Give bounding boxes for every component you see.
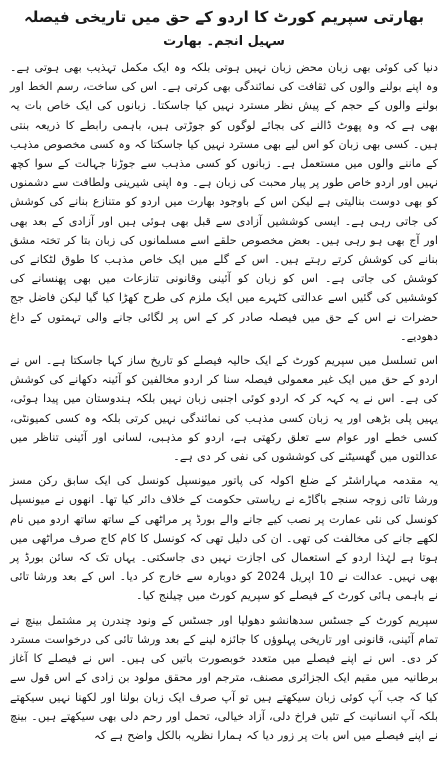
article-title: بھارتی سپریم کورٹ کا اردو کے حق میں تاریخی فیصلہ [23, 8, 425, 26]
article-paragraph-1: دنیا کی کوئی بھی زبان محض زبان نہیں ہوتی بلکہ وہ ایک مکمل تہذیب بھی ہوتی ہے۔ وہ اپنے بولنے والوں کی ثقافت کی نمائندگی بھی کرتی ہے۔ اس کی ساخت، رسم الخط اور بولنے والوں کے حجم کے پیش نظر مسترد نہیں کیا جاسکتا۔ زبانوں کی ایک خاص بات یہ بھی ہے کہ وہ پھوٹ ڈالنے کی بجائے لوگوں کو جوڑتی ہیں، باہمی رابطے کا ذریعہ بنتی ہیں۔ کسی بھی زبان کو اس لیے بھی مسترد نہیں کیا جاسکتا کہ وہ کسی مخصوص مذہب کے ماننے والوں میں مستعمل ہے۔ زبانوں کو کسی مذہب سے جوڑنا جہالت کے سوا کچھ نہیں اور اردو خاص طور پر پیار محبت کی زبان ہے۔ وہ اپنی شیرینی ولطافت سے دشمنوں کو بھی دوست بنالیتی ہے لیکن اس کے باوجود بھارت میں اردو کو متنازع بنانے کی کوشش کی جاتی رہی ہے۔ ایسی کوششیں آزادی سے قبل بھی ہوئی ہیں اور آزادی کے بعد بھی اور آج بھی ہو رہی ہیں۔ بعض مخصوص حلقے اسے مسلمانوں کی زبان بتا کر تختہ مشق بنانے کی کوشش کرتے رہتے ہیں۔ اس کے گلے میں ایک خاص مذہب کا طوق لٹکانے کی کوشش کی جاتی ہے۔ اس کو زبان کو آئینی وقانونی تنازعات میں بھی پھنسانے کی کوششیں کی گئیں اسے عدالتی کٹہرے میں ایک ملزم کی طرح کھڑا کیا گیا لیکن فاضل جج حضرات نے اس کے حق میں فیصلہ صادر کر کے اس پر لگائی جانے والی تہمتوں کے داغ دھودیے۔ [9, 61, 438, 343]
article-paragraph-3: یہ مقدمہ مہاراشٹر کے ضلع اکولہ کی پاتور میونسپل کونسل کی ایک سابق رکن مسز ورشا تائی زوجہ سنجے باگاڑے نے ریاستی حکومت کے خلاف دائر کیا تھا۔ انھوں نے میونسپل کونسل کی نئی عمارت پر نصب کیے جانے والے بورڈ پر مراٹھی کے ساتھ ساتھ اردو میں نام لکھے جانے کی مخالفت کی تھی۔ ان کی دلیل تھی کہ کونسل کا کام کاج صرف مراٹھی میں ہوتا ہے لہٰذا اردو کے استعمال کی اجازت نہیں دی جاسکتی۔ یہاں تک کہ سائن بورڈ پر بھی نہیں۔ عدالت نے 10 اپریل 2024 کو دوبارہ سے خارج کر دیا۔ اس کے بعد ورشا تائی نے باہمی ہائی کورٹ کے فیصلے کو سپریم کورٹ میں چیلنج کیا۔ [10, 474, 439, 603]
article-paragraph-2: اس تسلسل میں سپریم کورٹ کے ایک حالیہ فیصلے کو تاریخ ساز کہا جاسکتا ہے۔ اس نے اردو کے حق میں ایک غیر معمولی فیصلہ سنا کر اردو مخالفین کو آئینہ دکھانے کی کوشش کی ہے۔ اس نے یہ کہہ کر کہ اردو کوئی اجنبی زبان نہیں بلکہ ہندوستان میں پیدا ہوئی، یہیں پلی بڑھی اور یہ زبان کسی مذہب کی نمائندگی نہیں کرتی بلکہ وہ کسی کمیونٹی، کسی خطے اور عوام سے تعلق رکھتی ہے، اردو کو مذہبی، لسانی اور آئینی تناظر میں عدالتوں میں گھسیٹنے کی کوششوں کی نفی کر دی ہے۔ [10, 354, 438, 464]
article-paragraph-4: سپریم کورٹ کے جسٹس سدھانشو دھولیا اور جسٹس کے ونود چندرن پر مشتمل بینچ نے تمام آئینی، قانونی اور تاریخی پہلوؤں کا جائزہ لینے کے بعد ورشا تائی کی درخواست مسترد کر دی۔ اس نے اپنے فیصلے میں متعدد خوبصورت باتیں کی ہیں۔ اس نے فیصلے کا آغاز برطانیہ میں مقیم ایک الجزائری مصنف، مترجم اور محقق مولود بن زادی کے اس قول سے کیا کہ جب آپ کوئی زبان سیکھتے ہیں تو آپ صرف ایک زبان بولنا اور لکھنا نہیں سیکھتے بلکہ آپ انسانیت کے تئیں فراخ دلی، آزاد خیالی، تحمل اور رحم دلی بھی سیکھتے ہیں۔ بینچ نے اپنے فیصلے میں اس بات پر زور دیا کہ ہمارا نظریہ بالکل واضح ہے کہ [10, 613, 438, 742]
article-byline: سہیل انجم۔ بھارت [163, 34, 285, 49]
